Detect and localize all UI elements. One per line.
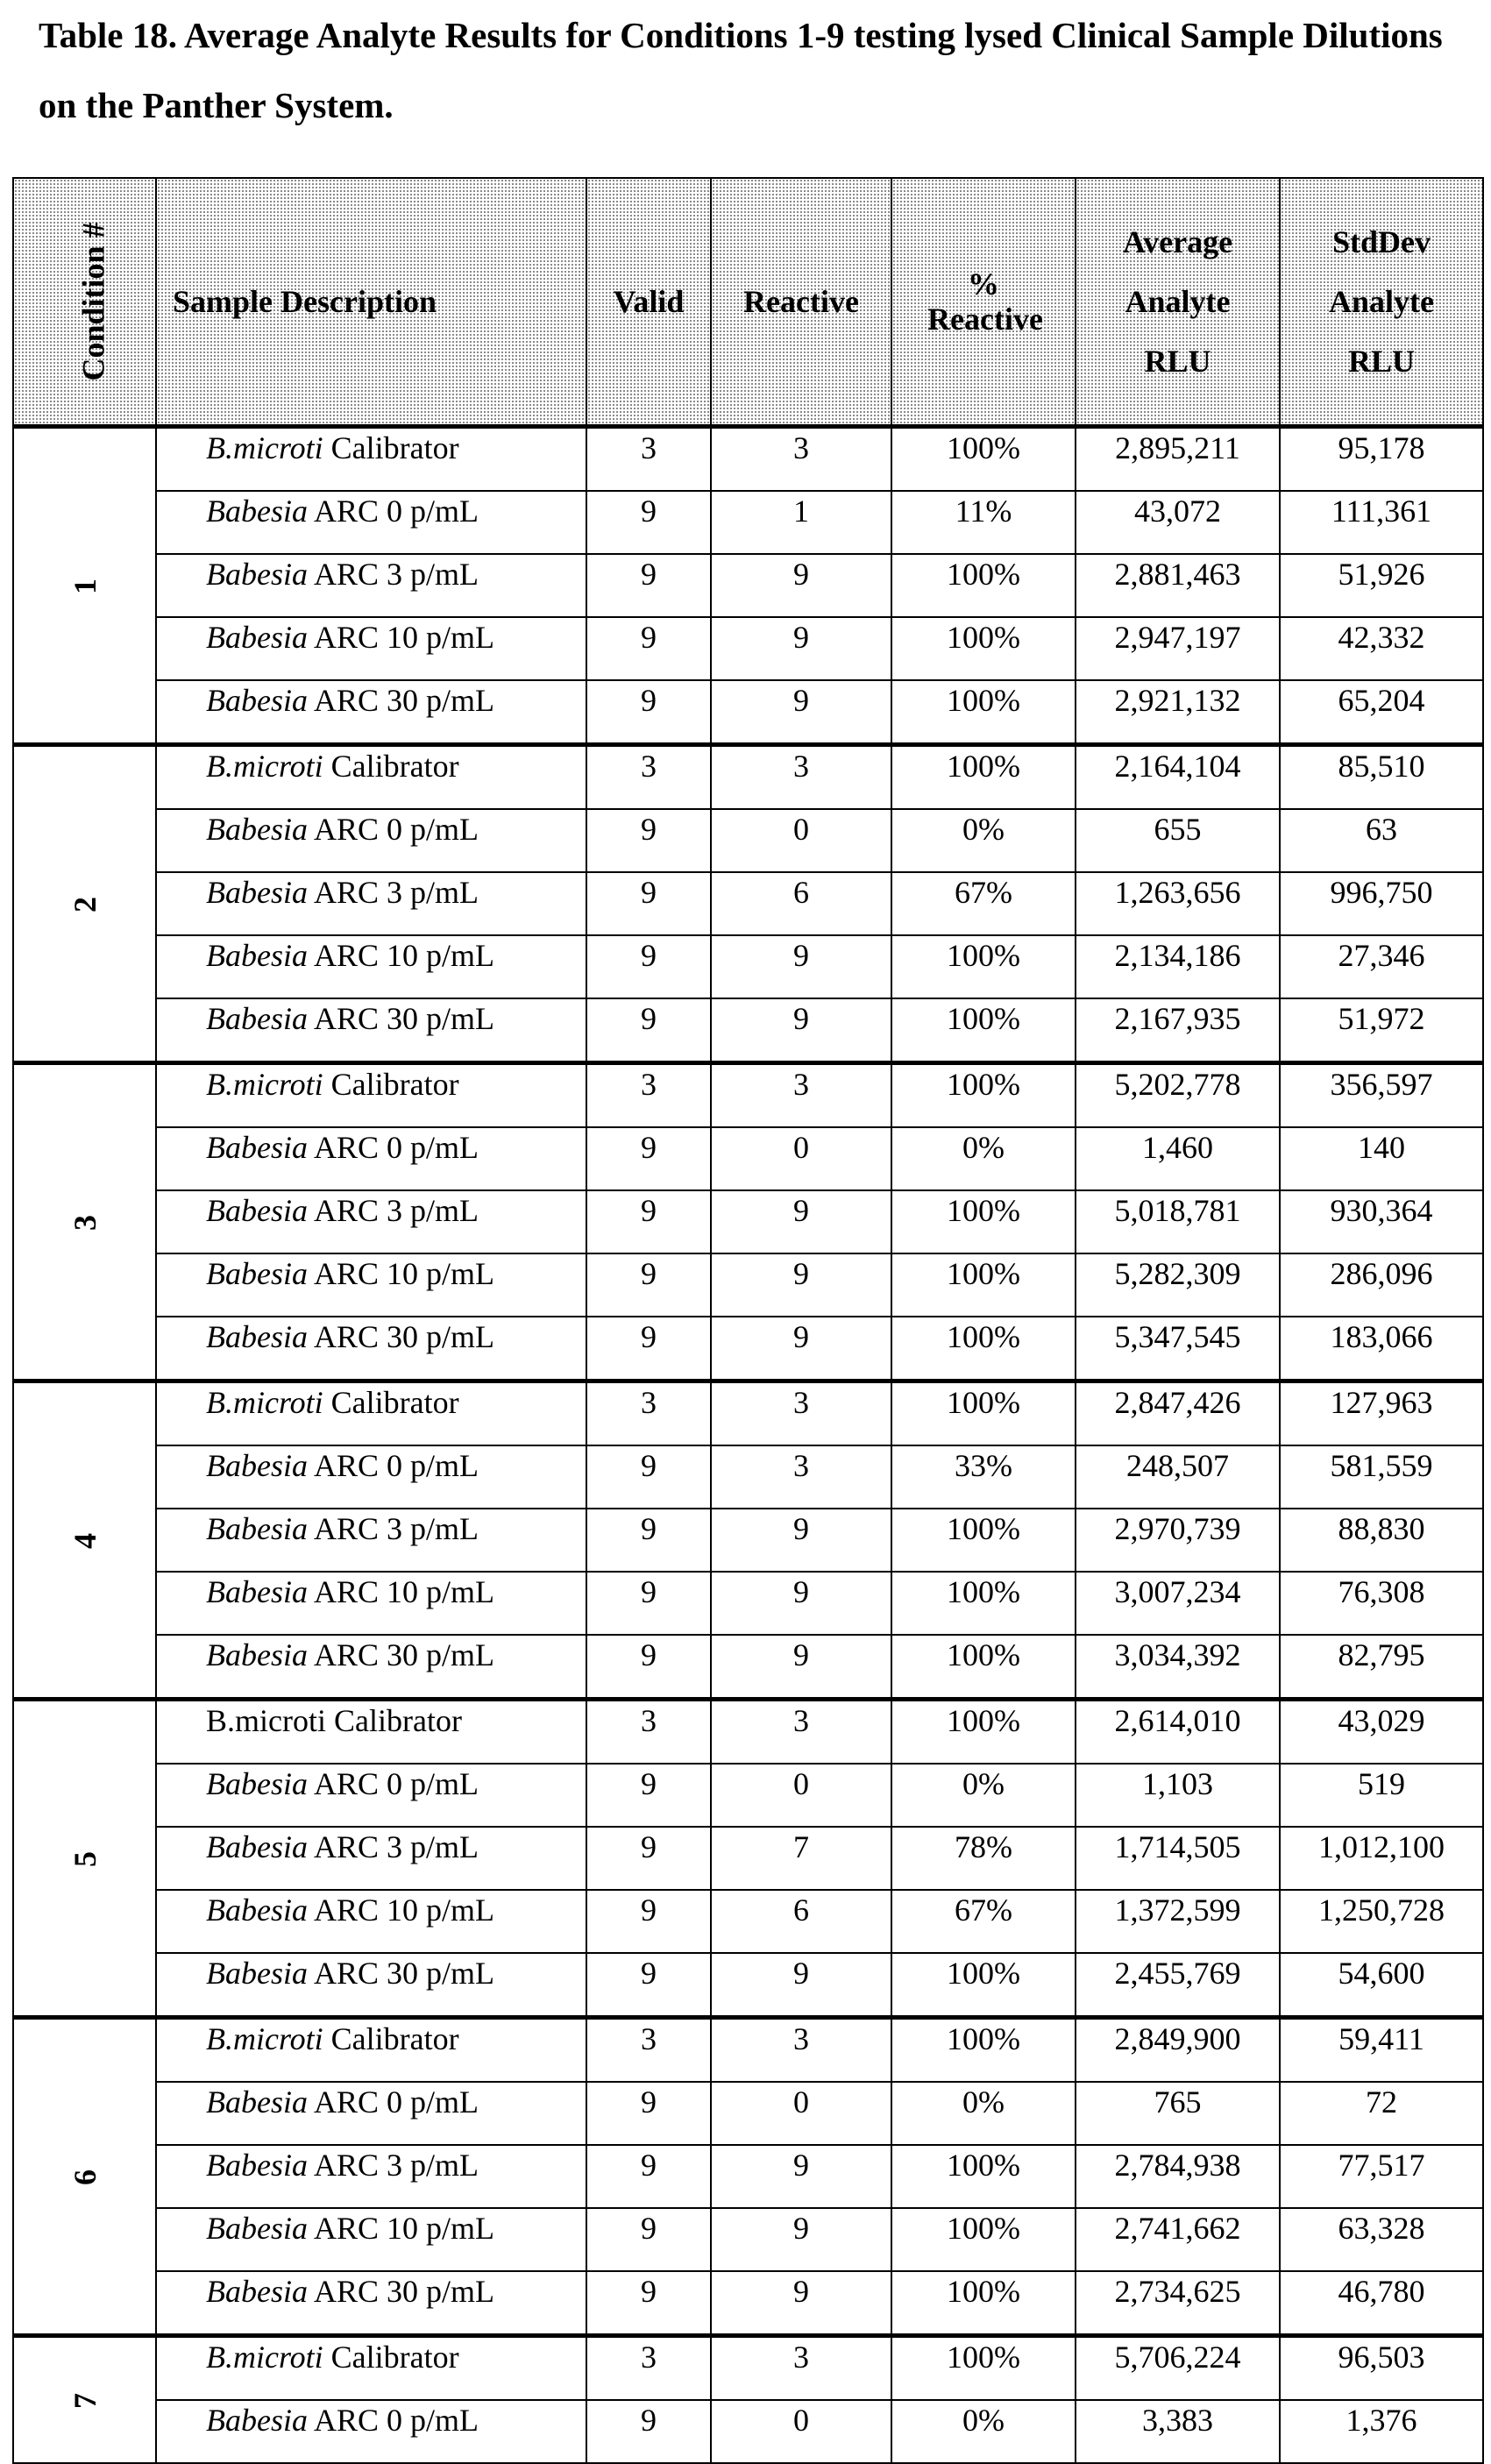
table-row: [13, 680, 1483, 745]
pct-reactive-cell: 100%: [891, 680, 1076, 745]
reactive-cell: 3: [711, 1445, 891, 1509]
sd-rlu-cell: 1,376: [1280, 2400, 1483, 2463]
sample-description: B.microti Calibrator: [156, 2018, 586, 2083]
pct-reactive-cell: 33%: [891, 1445, 1076, 1509]
table-row: [13, 2400, 1483, 2463]
avg-rlu-cell: 3,007,234: [1076, 1572, 1280, 1635]
sample-description: B.microti Calibrator: [156, 1700, 586, 1765]
sample-description: Babesia ARC 3 p/mL: [156, 1509, 586, 1572]
sample-description: B.microti Calibrator: [156, 1063, 586, 1128]
avg-rlu-cell: 1,714,505: [1076, 1827, 1280, 1890]
header-condition: Condition #: [13, 178, 156, 427]
valid-cell: 9: [586, 2208, 711, 2271]
valid-cell: 9: [586, 1635, 711, 1700]
sd-rlu-cell: 59,411: [1280, 2018, 1483, 2083]
sample-description: B.microti Calibrator: [156, 2336, 586, 2401]
table-row: [13, 617, 1483, 680]
sample-description: B.microti Calibrator: [156, 745, 586, 810]
avg-rlu-cell: 2,614,010: [1076, 1700, 1280, 1765]
table-row: [13, 1381, 1483, 1446]
reactive-cell: 0: [711, 1764, 891, 1827]
table-row: [13, 2271, 1483, 2336]
sample-description: Babesia ARC 3 p/mL: [156, 554, 586, 617]
sd-rlu-cell: 95,178: [1280, 427, 1483, 492]
reactive-cell: 6: [711, 872, 891, 935]
valid-cell: 9: [586, 1764, 711, 1827]
valid-cell: 3: [586, 1700, 711, 1765]
reactive-cell: 9: [711, 2271, 891, 2336]
reactive-cell: 9: [711, 2145, 891, 2208]
avg-rlu-cell: 2,947,197: [1076, 617, 1280, 680]
sd-rlu-cell: 72: [1280, 2082, 1483, 2145]
sample-description: Babesia ARC 0 p/mL: [156, 809, 586, 872]
table-row: [13, 1827, 1483, 1890]
sample-description: Babesia ARC 10 p/mL: [156, 617, 586, 680]
valid-cell: 9: [586, 1317, 711, 1381]
valid-cell: 9: [586, 680, 711, 745]
pct-reactive-cell: 100%: [891, 2145, 1076, 2208]
reactive-cell: 0: [711, 809, 891, 872]
reactive-cell: 9: [711, 617, 891, 680]
valid-cell: 9: [586, 1127, 711, 1190]
avg-rlu-cell: 5,202,778: [1076, 1063, 1280, 1128]
avg-rlu-cell: 5,018,781: [1076, 1190, 1280, 1253]
sd-rlu-cell: 356,597: [1280, 1063, 1483, 1128]
sd-rlu-cell: 581,559: [1280, 1445, 1483, 1509]
valid-cell: 9: [586, 554, 711, 617]
reactive-cell: 3: [711, 427, 891, 492]
table-row: [13, 1127, 1483, 1190]
pct-reactive-cell: 100%: [891, 1253, 1076, 1317]
header-sd-rlu: StdDev Analyte RLU: [1280, 178, 1483, 427]
pct-reactive-cell: 100%: [891, 1572, 1076, 1635]
pct-reactive-cell: 100%: [891, 2271, 1076, 2336]
avg-rlu-cell: 2,134,186: [1076, 935, 1280, 998]
valid-cell: 9: [586, 1253, 711, 1317]
condition-cell: 5: [13, 1700, 156, 2018]
sd-rlu-cell: 930,364: [1280, 1190, 1483, 1253]
table-row: [13, 1572, 1483, 1635]
results-table: [12, 177, 1484, 2464]
pct-reactive-cell: 100%: [891, 2018, 1076, 2083]
pct-reactive-cell: 100%: [891, 935, 1076, 998]
reactive-cell: 9: [711, 1253, 891, 1317]
pct-reactive-cell: 67%: [891, 1890, 1076, 1953]
avg-rlu-cell: 5,282,309: [1076, 1253, 1280, 1317]
sd-rlu-cell: 63: [1280, 809, 1483, 872]
condition-cell: 4: [13, 1381, 156, 1700]
table-row: [13, 491, 1483, 554]
avg-rlu-cell: 2,847,426: [1076, 1381, 1280, 1446]
avg-rlu-cell: 5,347,545: [1076, 1317, 1280, 1381]
sd-rlu-cell: 88,830: [1280, 1509, 1483, 1572]
table-row: [13, 1253, 1483, 1317]
table-row: [13, 1190, 1483, 1253]
sd-rlu-cell: 43,029: [1280, 1700, 1483, 1765]
reactive-cell: 9: [711, 1953, 891, 2018]
sample-description: Babesia ARC 30 p/mL: [156, 1635, 586, 1700]
sample-description: B.microti Calibrator: [156, 1381, 586, 1446]
avg-rlu-cell: 2,741,662: [1076, 2208, 1280, 2271]
sample-description: Babesia ARC 30 p/mL: [156, 998, 586, 1063]
reactive-cell: 0: [711, 1127, 891, 1190]
pct-reactive-cell: 0%: [891, 809, 1076, 872]
avg-rlu-cell: 2,164,104: [1076, 745, 1280, 810]
condition-cell: 7: [13, 2336, 156, 2464]
sd-rlu-cell: 111,361: [1280, 491, 1483, 554]
reactive-cell: 9: [711, 2208, 891, 2271]
reactive-cell: 9: [711, 1317, 891, 1381]
sample-description: Babesia ARC 10 p/mL: [156, 2208, 586, 2271]
avg-rlu-cell: 2,849,900: [1076, 2018, 1280, 2083]
reactive-cell: 3: [711, 1063, 891, 1128]
pct-reactive-cell: 0%: [891, 1764, 1076, 1827]
header-avg-rlu: Average Analyte RLU: [1076, 178, 1280, 427]
header-pct-reactive: % Reactive: [891, 178, 1076, 427]
reactive-cell: 9: [711, 1509, 891, 1572]
sample-description: Babesia ARC 3 p/mL: [156, 1827, 586, 1890]
valid-cell: 9: [586, 1572, 711, 1635]
condition-cell: 6: [13, 2018, 156, 2336]
valid-cell: 9: [586, 2400, 711, 2463]
sd-rlu-cell: 51,972: [1280, 998, 1483, 1063]
valid-cell: 3: [586, 1063, 711, 1128]
valid-cell: 9: [586, 998, 711, 1063]
pct-reactive-cell: 0%: [891, 1127, 1076, 1190]
sample-description: Babesia ARC 0 p/mL: [156, 1445, 586, 1509]
pct-reactive-cell: 100%: [891, 554, 1076, 617]
sample-description: Babesia ARC 3 p/mL: [156, 2145, 586, 2208]
valid-cell: 9: [586, 935, 711, 998]
avg-rlu-cell: 1,372,599: [1076, 1890, 1280, 1953]
avg-rlu-cell: 2,970,739: [1076, 1509, 1280, 1572]
avg-rlu-cell: 2,881,463: [1076, 554, 1280, 617]
valid-cell: 3: [586, 2336, 711, 2401]
sd-rlu-cell: 46,780: [1280, 2271, 1483, 2336]
sd-rlu-cell: 63,328: [1280, 2208, 1483, 2271]
avg-rlu-cell: 2,895,211: [1076, 427, 1280, 492]
header-reactive: Reactive: [711, 178, 891, 427]
valid-cell: 9: [586, 1827, 711, 1890]
valid-cell: 9: [586, 617, 711, 680]
sample-description: Babesia ARC 30 p/mL: [156, 2271, 586, 2336]
sd-rlu-cell: 127,963: [1280, 1381, 1483, 1446]
pct-reactive-cell: 0%: [891, 2082, 1076, 2145]
header-valid: Valid: [586, 178, 711, 427]
avg-rlu-cell: 2,921,132: [1076, 680, 1280, 745]
pct-reactive-cell: 67%: [891, 872, 1076, 935]
avg-rlu-cell: 765: [1076, 2082, 1280, 2145]
sd-rlu-cell: 42,332: [1280, 617, 1483, 680]
valid-cell: 9: [586, 809, 711, 872]
table-row: [13, 1509, 1483, 1572]
sd-rlu-cell: 51,926: [1280, 554, 1483, 617]
table-row: [13, 1953, 1483, 2018]
valid-cell: 9: [586, 2145, 711, 2208]
table-row: [13, 1700, 1483, 1765]
valid-cell: 9: [586, 2271, 711, 2336]
reactive-cell: 1: [711, 491, 891, 554]
pct-reactive-cell: 11%: [891, 491, 1076, 554]
sd-rlu-cell: 140: [1280, 1127, 1483, 1190]
avg-rlu-cell: 1,460: [1076, 1127, 1280, 1190]
sample-description: Babesia ARC 3 p/mL: [156, 1190, 586, 1253]
reactive-cell: 7: [711, 1827, 891, 1890]
reactive-cell: 9: [711, 1572, 891, 1635]
pct-reactive-cell: 100%: [891, 998, 1076, 1063]
valid-cell: 3: [586, 1381, 711, 1446]
valid-cell: 9: [586, 1890, 711, 1953]
table-row: [13, 2208, 1483, 2271]
reactive-cell: 9: [711, 554, 891, 617]
reactive-cell: 3: [711, 1381, 891, 1446]
sd-rlu-cell: 54,600: [1280, 1953, 1483, 2018]
table-row: [13, 554, 1483, 617]
pct-reactive-cell: 100%: [891, 427, 1076, 492]
valid-cell: 3: [586, 427, 711, 492]
sample-description: Babesia ARC 30 p/mL: [156, 1317, 586, 1381]
valid-cell: 3: [586, 2018, 711, 2083]
table-row: [13, 2336, 1483, 2401]
pct-reactive-cell: 100%: [891, 1190, 1076, 1253]
valid-cell: 9: [586, 1190, 711, 1253]
pct-reactive-cell: 100%: [891, 1381, 1076, 1446]
sample-description: Babesia ARC 0 p/mL: [156, 2400, 586, 2463]
valid-cell: 9: [586, 1953, 711, 2018]
pct-reactive-cell: 100%: [891, 1635, 1076, 1700]
sd-rlu-cell: 77,517: [1280, 2145, 1483, 2208]
sample-description: Babesia ARC 30 p/mL: [156, 680, 586, 745]
avg-rlu-cell: 3,383: [1076, 2400, 1280, 2463]
pct-reactive-cell: 0%: [891, 2400, 1076, 2463]
reactive-cell: 9: [711, 1635, 891, 1700]
reactive-cell: 9: [711, 935, 891, 998]
table-row: [13, 2018, 1483, 2083]
table-row: [13, 935, 1483, 998]
table-row: [13, 2145, 1483, 2208]
avg-rlu-cell: 655: [1076, 809, 1280, 872]
condition-cell: 2: [13, 745, 156, 1063]
table-row: [13, 427, 1483, 492]
avg-rlu-cell: 1,103: [1076, 1764, 1280, 1827]
table-row: [13, 1635, 1483, 1700]
condition-cell: 1: [13, 427, 156, 745]
sample-description: Babesia ARC 30 p/mL: [156, 1953, 586, 2018]
sd-rlu-cell: 286,096: [1280, 1253, 1483, 1317]
valid-cell: 9: [586, 1445, 711, 1509]
sample-description: B.microti Calibrator: [156, 427, 586, 492]
avg-rlu-cell: 2,167,935: [1076, 998, 1280, 1063]
sd-rlu-cell: 519: [1280, 1764, 1483, 1827]
sample-description: Babesia ARC 10 p/mL: [156, 1890, 586, 1953]
sample-description: Babesia ARC 10 p/mL: [156, 1572, 586, 1635]
pct-reactive-cell: 100%: [891, 1700, 1076, 1765]
pct-reactive-cell: 100%: [891, 2208, 1076, 2271]
table-title: Table 18. Average Analyte Results for Conditions 1-9 testing lysed Clinical Sample Dilutions on the Panther System.: [39, 0, 1476, 140]
reactive-cell: 6: [711, 1890, 891, 1953]
sd-rlu-cell: 1,250,728: [1280, 1890, 1483, 1953]
pct-reactive-cell: 100%: [891, 1317, 1076, 1381]
sample-description: Babesia ARC 3 p/mL: [156, 872, 586, 935]
valid-cell: 9: [586, 491, 711, 554]
sd-rlu-cell: 183,066: [1280, 1317, 1483, 1381]
sd-rlu-cell: 82,795: [1280, 1635, 1483, 1700]
pct-reactive-cell: 78%: [891, 1827, 1076, 1890]
table-row: [13, 1890, 1483, 1953]
valid-cell: 9: [586, 872, 711, 935]
valid-cell: 3: [586, 745, 711, 810]
sd-rlu-cell: 76,308: [1280, 1572, 1483, 1635]
reactive-cell: 9: [711, 1190, 891, 1253]
sd-rlu-cell: 996,750: [1280, 872, 1483, 935]
pct-reactive-cell: 100%: [891, 1063, 1076, 1128]
reactive-cell: 3: [711, 2018, 891, 2083]
avg-rlu-cell: 2,784,938: [1076, 2145, 1280, 2208]
table-row: [13, 2082, 1483, 2145]
sd-rlu-cell: 1,012,100: [1280, 1827, 1483, 1890]
avg-rlu-cell: 2,455,769: [1076, 1953, 1280, 2018]
table-row: [13, 745, 1483, 810]
reactive-cell: 3: [711, 2336, 891, 2401]
sd-rlu-cell: 27,346: [1280, 935, 1483, 998]
pct-reactive-cell: 100%: [891, 1953, 1076, 2018]
sample-description: Babesia ARC 0 p/mL: [156, 1764, 586, 1827]
sample-description: Babesia ARC 0 p/mL: [156, 1127, 586, 1190]
reactive-cell: 0: [711, 2400, 891, 2463]
table-row: [13, 1764, 1483, 1827]
reactive-cell: 3: [711, 745, 891, 810]
table-row: [13, 1317, 1483, 1381]
sample-description: Babesia ARC 0 p/mL: [156, 491, 586, 554]
table-row: [13, 809, 1483, 872]
table-row: [13, 998, 1483, 1063]
table-row: [13, 1445, 1483, 1509]
pct-reactive-cell: 100%: [891, 745, 1076, 810]
avg-rlu-cell: 3,034,392: [1076, 1635, 1280, 1700]
header-description: Sample Description: [156, 178, 586, 427]
sd-rlu-cell: 96,503: [1280, 2336, 1483, 2401]
pct-reactive-cell: 100%: [891, 2336, 1076, 2401]
valid-cell: 9: [586, 1509, 711, 1572]
avg-rlu-cell: 2,734,625: [1076, 2271, 1280, 2336]
sd-rlu-cell: 85,510: [1280, 745, 1483, 810]
avg-rlu-cell: 1,263,656: [1076, 872, 1280, 935]
header-row: [13, 178, 1483, 427]
table-row: [13, 872, 1483, 935]
avg-rlu-cell: 248,507: [1076, 1445, 1280, 1509]
pct-reactive-cell: 100%: [891, 1509, 1076, 1572]
condition-cell: 3: [13, 1063, 156, 1381]
reactive-cell: 3: [711, 1700, 891, 1765]
valid-cell: 9: [586, 2082, 711, 2145]
avg-rlu-cell: 5,706,224: [1076, 2336, 1280, 2401]
table-row: [13, 1063, 1483, 1128]
reactive-cell: 9: [711, 998, 891, 1063]
sample-description: Babesia ARC 10 p/mL: [156, 935, 586, 998]
reactive-cell: 9: [711, 680, 891, 745]
pct-reactive-cell: 100%: [891, 617, 1076, 680]
sd-rlu-cell: 65,204: [1280, 680, 1483, 745]
avg-rlu-cell: 43,072: [1076, 491, 1280, 554]
sample-description: Babesia ARC 10 p/mL: [156, 1253, 586, 1317]
sample-description: Babesia ARC 0 p/mL: [156, 2082, 586, 2145]
reactive-cell: 0: [711, 2082, 891, 2145]
